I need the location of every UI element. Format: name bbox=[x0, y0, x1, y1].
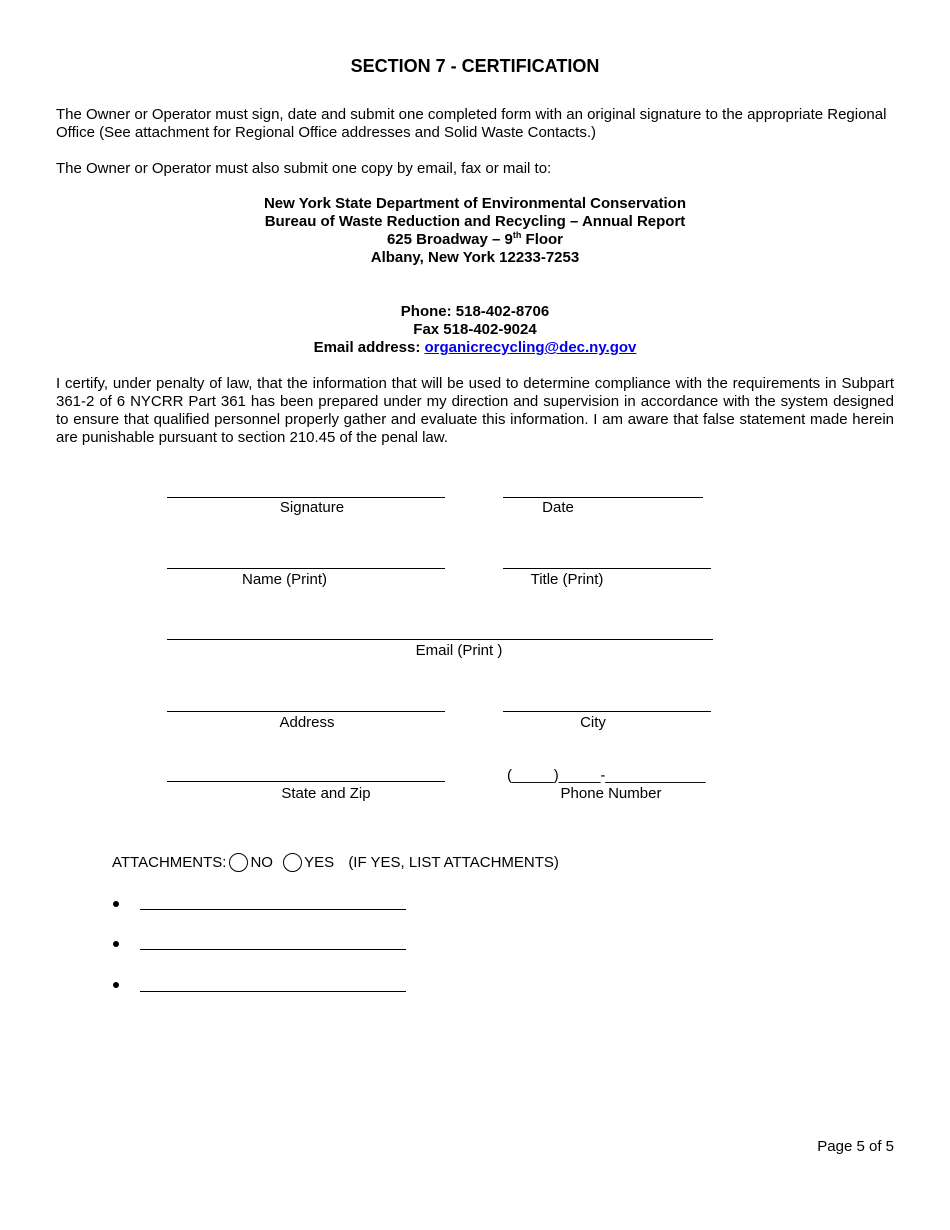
attachment-line-1[interactable] bbox=[140, 909, 406, 910]
attachments-row bbox=[112, 853, 559, 872]
copy-instructions: The Owner or Operator must also submit one copy by email, fax or mail to: bbox=[56, 160, 552, 177]
yes-radio-button[interactable] bbox=[283, 853, 302, 872]
address-label: Address bbox=[279, 714, 335, 731]
city-line[interactable] bbox=[503, 711, 711, 712]
state-zip-label: State and Zip bbox=[281, 785, 371, 802]
email-link[interactable]: organicrecycling@dec.ny.gov bbox=[424, 339, 637, 356]
fax-text: Fax 518-402-9024 bbox=[413, 321, 537, 338]
bullet-icon bbox=[113, 982, 119, 988]
bullet-icon bbox=[113, 941, 119, 947]
intro-paragraph: The Owner or Operator must sign, date and submit one completed form with an original signature to the appropriate Regional Office (See attachment for Regional Office addresses and Solid Waste Contacts.) bbox=[56, 106, 887, 141]
attachment-line-3[interactable] bbox=[140, 991, 406, 992]
contact-info bbox=[0, 303, 950, 357]
email-line[interactable] bbox=[167, 639, 713, 640]
attachments-label: ATTACHMENTS: bbox=[112, 854, 227, 871]
page-number: Page 5 of 5 bbox=[817, 1138, 894, 1155]
date-label: Date bbox=[542, 499, 574, 516]
mailing-address bbox=[0, 195, 950, 267]
signature-line[interactable] bbox=[167, 497, 445, 498]
city-label: City bbox=[580, 714, 606, 731]
address-line-2: Bureau of Waste Reduction and Recycling – Annual Report bbox=[264, 213, 686, 230]
phone-text: Phone: 518-402-8706 bbox=[400, 303, 550, 320]
title-line[interactable] bbox=[503, 568, 711, 569]
signature-label: Signature bbox=[279, 499, 345, 516]
name-line[interactable] bbox=[167, 568, 445, 569]
state-zip-line[interactable] bbox=[167, 781, 445, 782]
address-line-3: 625 Broadway – 9th Floor bbox=[386, 230, 564, 248]
attachment-line-2[interactable] bbox=[140, 949, 406, 950]
email-row bbox=[0, 339, 950, 357]
certification-paragraph: I certify, under penalty of law, that the information that will be used to determine compliance with the requirements in Subpart 361-2 of 6 NYCRR Part 361 has been prepared under my direction and supervision in accordance with the system designed to ensure that qualified personnel properly gather and evaluate this information. I am aware that false statement made herein are punishable pursuant to section 210.45 of the penal law. bbox=[56, 375, 894, 446]
address-line-4: Albany, New York 12233-7253 bbox=[370, 249, 580, 266]
attachments-hint: (IF YES, LIST ATTACHMENTS) bbox=[348, 854, 559, 871]
page-title: SECTION 7 - CERTIFICATION bbox=[350, 56, 600, 76]
bullet-icon bbox=[113, 901, 119, 907]
email-print-label: Email (Print ) bbox=[415, 642, 503, 659]
address-line-1: New York State Department of Environmental Conservation bbox=[263, 195, 687, 212]
no-radio-button[interactable] bbox=[229, 853, 248, 872]
email-label: Email address: bbox=[313, 339, 425, 356]
name-label: Name (Print) bbox=[241, 571, 327, 588]
date-line[interactable] bbox=[503, 497, 703, 498]
address-line[interactable] bbox=[167, 711, 445, 712]
phone-number-field[interactable]: (_____)_____-____________ bbox=[507, 767, 706, 784]
title-label: Title (Print) bbox=[530, 571, 604, 588]
no-option-label: NO bbox=[250, 854, 273, 871]
yes-option-label: YES bbox=[304, 854, 335, 871]
phone-number-label: Phone Number bbox=[560, 785, 662, 802]
